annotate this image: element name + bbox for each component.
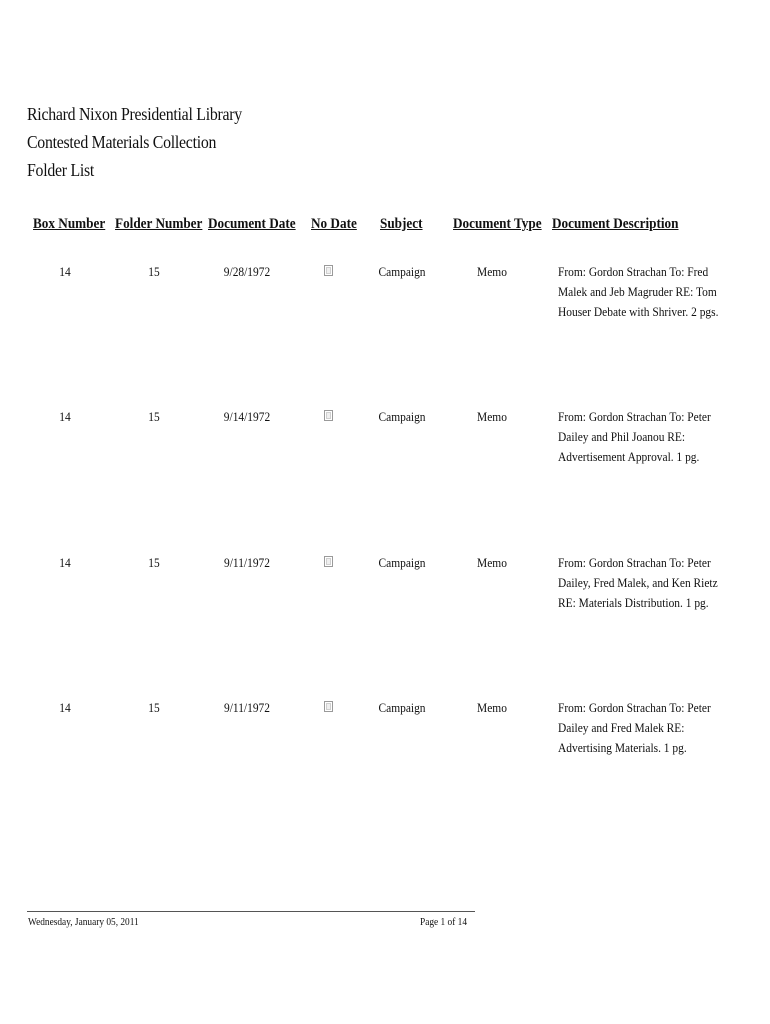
- folder-number-cell: 15: [148, 264, 160, 279]
- report-header: [27, 100, 271, 184]
- document-type-cell: Memo: [477, 264, 507, 279]
- table-row: [0, 407, 770, 547]
- column-header-document-date: Document Date: [208, 216, 296, 232]
- column-header-subject: Subject: [380, 216, 423, 232]
- document-description-cell: From: Gordon Strachan To: Peter Dailey and Phil Joanou RE: Advertisement Approval. 1 pg.: [558, 409, 711, 464]
- document-type-cell: Memo: [477, 409, 507, 424]
- table-row: [0, 553, 770, 693]
- no-date-checkbox: [324, 410, 333, 421]
- subject-cell: Campaign: [378, 700, 426, 715]
- document-description-cell: From: Gordon Strachan To: Fred Malek and Jeb Magruder RE: Tom Houser Debate with Shriver. 2 pgs.: [558, 264, 719, 319]
- document-date-cell: 9/11/1972: [224, 555, 270, 570]
- page-number: Page 1 of 14: [420, 916, 468, 928]
- no-date-checkbox: [324, 265, 333, 276]
- table-row: [0, 262, 770, 402]
- document-date-cell: 9/28/1972: [223, 264, 271, 279]
- document-description-cell: From: Gordon Strachan To: Peter Dailey and Fred Malek RE: Advertising Materials. 1 pg.: [558, 700, 711, 755]
- column-header-no-date: No Date: [311, 216, 357, 232]
- column-header-document-description: Document Description: [552, 216, 679, 232]
- subject-cell: Campaign: [378, 264, 426, 279]
- table-row: [0, 698, 770, 838]
- document-type-cell: Memo: [477, 555, 507, 570]
- column-header-document-type: Document Type: [453, 216, 542, 232]
- report-title: Folder List: [27, 160, 95, 180]
- subject-cell: Campaign: [378, 409, 426, 424]
- document-type-cell: Memo: [477, 700, 507, 715]
- no-date-checkbox: [324, 701, 333, 712]
- document-description-cell: From: Gordon Strachan To: Peter Dailey, Fred Malek, and Ken Rietz RE: Materials Distribution. 1 pg.: [558, 555, 718, 610]
- column-header-box-number: Box Number: [33, 216, 106, 232]
- folder-number-cell: 15: [148, 409, 160, 424]
- footer-divider: [27, 911, 475, 912]
- collection-name: Contested Materials Collection: [27, 132, 217, 152]
- footer-date: Wednesday, January 05, 2011: [28, 916, 139, 928]
- box-number-cell: 14: [59, 555, 71, 570]
- folder-number-cell: 15: [148, 700, 160, 715]
- no-date-checkbox: [324, 556, 333, 567]
- box-number-cell: 14: [59, 409, 71, 424]
- document-date-cell: 9/11/1972: [224, 700, 270, 715]
- column-header-folder-number: Folder Number: [115, 216, 203, 232]
- box-number-cell: 14: [59, 700, 71, 715]
- box-number-cell: 14: [59, 264, 71, 279]
- document-date-cell: 9/14/1972: [223, 409, 271, 424]
- folder-number-cell: 15: [148, 555, 160, 570]
- library-name: Richard Nixon Presidential Library: [27, 104, 242, 124]
- subject-cell: Campaign: [378, 555, 426, 570]
